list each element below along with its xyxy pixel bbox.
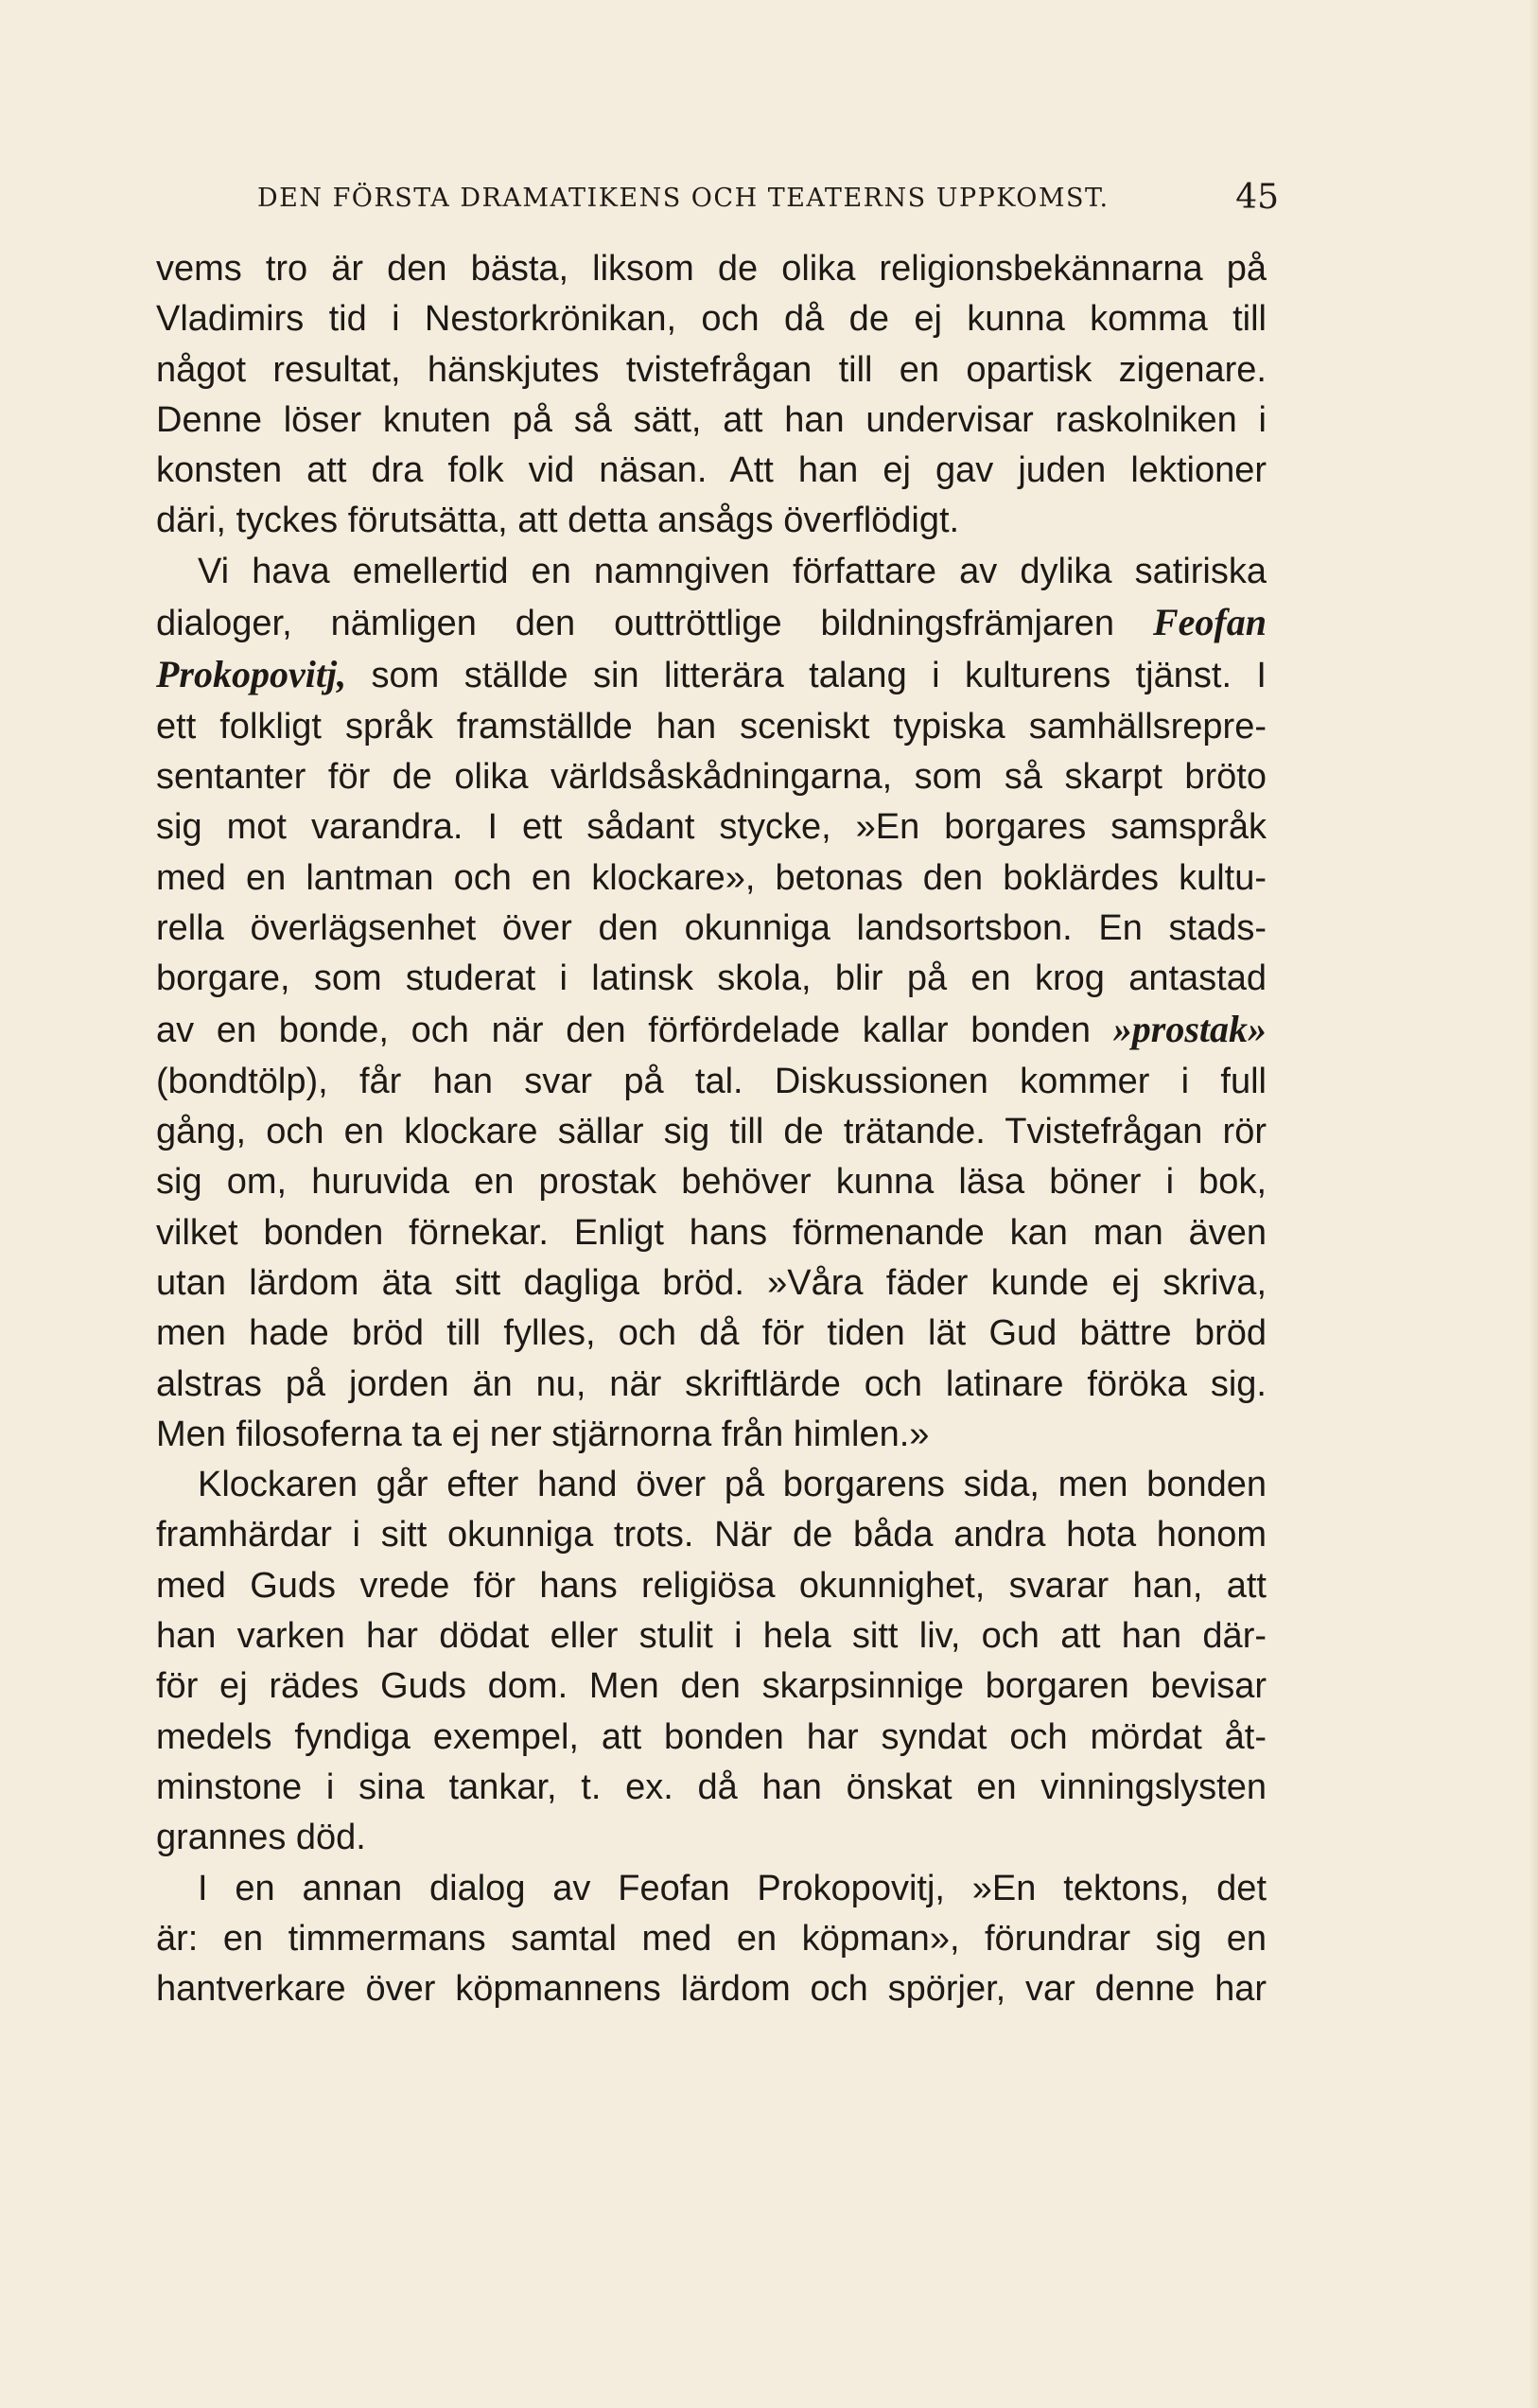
text-line: sentanter för de olika världsåskådningarna, som så skarpt bröto — [156, 756, 1267, 797]
text-line: för ej rädes Guds dom. Men den skarpsinnige borgaren bevisar — [156, 1666, 1267, 1707]
italic-name: Feofan — [1153, 601, 1267, 644]
text-line — [156, 597, 1267, 649]
page-edge — [1529, 0, 1538, 2408]
text-line: sig om, huruvida en prostak behöver kunna läsa böner i bok, — [156, 1162, 1267, 1203]
text-line: Denne löser knuten på så sätt, att han undervisar raskolniken i — [156, 399, 1267, 440]
text-line: ett folkligt språk framställde han sceniskt typiska samhällsrepre- — [156, 706, 1267, 747]
italic-name: Prokopovitj, — [156, 653, 347, 696]
text-line: men hade bröd till fylles, och då för tiden lät Gud bättre bröd — [156, 1313, 1267, 1354]
text-line — [156, 649, 1267, 701]
text-line: utan lärdom äta sitt dagliga bröd. »Våra fäder kunde ej skriva, — [156, 1262, 1267, 1303]
running-head — [257, 178, 1279, 225]
text-line: rella överlägsenhet över den okunniga landsortsbon. En stads- — [156, 907, 1267, 948]
text-line: alstras på jorden än nu, när skriftlärde och latinare föröka sig. — [156, 1363, 1267, 1404]
text-line: däri, tyckes förutsätta, att detta ansågs överflödigt. — [156, 501, 960, 541]
text-line: (bondtölp), får han svar på tal. Diskussionen kommer i full — [156, 1061, 1267, 1101]
text-line: hantverkare över köpmannens lärdom och spörjer, var denne har — [156, 1969, 1267, 2010]
text-line: han varken har dödat eller stulit i hela sitt liv, och att han där- — [156, 1616, 1267, 1657]
text-line: framhärdar i sitt okunniga trots. När de båda andra hota honom — [156, 1515, 1267, 1556]
text-line: konsten att dra folk vid näsan. Att han ej gav juden lektioner — [156, 450, 1267, 491]
text-line — [156, 1004, 1267, 1056]
text-line: vems tro är den bästa, liksom de olika religionsbekännarna på — [156, 249, 1267, 289]
text-line: gång, och en klockare sällar sig till de trätande. Tvistefrågan rör — [156, 1112, 1267, 1152]
line-text: dialoger, nämligen den outtröttlige bildningsfrämjaren — [156, 604, 1115, 644]
text-line: med Guds vrede för hans religiösa okunnighet, svarar han, att — [156, 1565, 1267, 1606]
text-line: något resultat, hänskjutes tvistefrågan till en opartisk zigenare. — [156, 349, 1267, 390]
text-line: I en annan dialog av Feofan Prokopovitj, »En tektons, det — [198, 1868, 1267, 1908]
text-line: Men filosoferna ta ej ner stjärnorna från himlen.» — [156, 1414, 930, 1454]
text-line: medels fyndiga exempel, att bonden har syndat och mördat åt- — [156, 1716, 1267, 1757]
text-line: Klockaren går efter hand över på borgarens sida, men bonden — [198, 1465, 1267, 1505]
chapter-title: DEN FÖRSTA DRAMATIKENS OCH TEATERNS UPPKOMST. — [257, 184, 1110, 213]
line-text: som ställde sin litterära talang i kulturens tjänst. I — [371, 656, 1267, 696]
text-line: sig mot varandra. I ett sådant stycke, »En borgares samspråk — [156, 807, 1267, 848]
text-line: borgare, som studerat i latinsk skola, blir på en krog antastad — [156, 958, 1267, 999]
text-line: minstone i sina tankar, t. ex. då han önskat en vinningslysten — [156, 1766, 1267, 1807]
text-line: Vi hava emellertid en namngiven författare av dylika satiriska — [198, 551, 1267, 591]
text-line: är: en timmermans samtal med en köpman», förundrar sig en — [156, 1918, 1267, 1959]
italic-term: »prostak» — [1112, 1008, 1267, 1051]
body-text — [156, 244, 1267, 2014]
text-line: vilket bonden förnekar. Enligt hans förmenande kan man även — [156, 1212, 1267, 1253]
text-line: Vladimirs tid i Nestorkrönikan, och då de ej kunna komma till — [156, 299, 1267, 340]
text-line: med en lantman och en klockare», betonas den boklärdes kultu- — [156, 857, 1267, 898]
text-line: grannes död. — [156, 1818, 366, 1858]
page-number: 45 — [1235, 178, 1279, 217]
line-text: av en bonde, och när den förfördelade kallar bonden — [156, 1011, 1092, 1051]
